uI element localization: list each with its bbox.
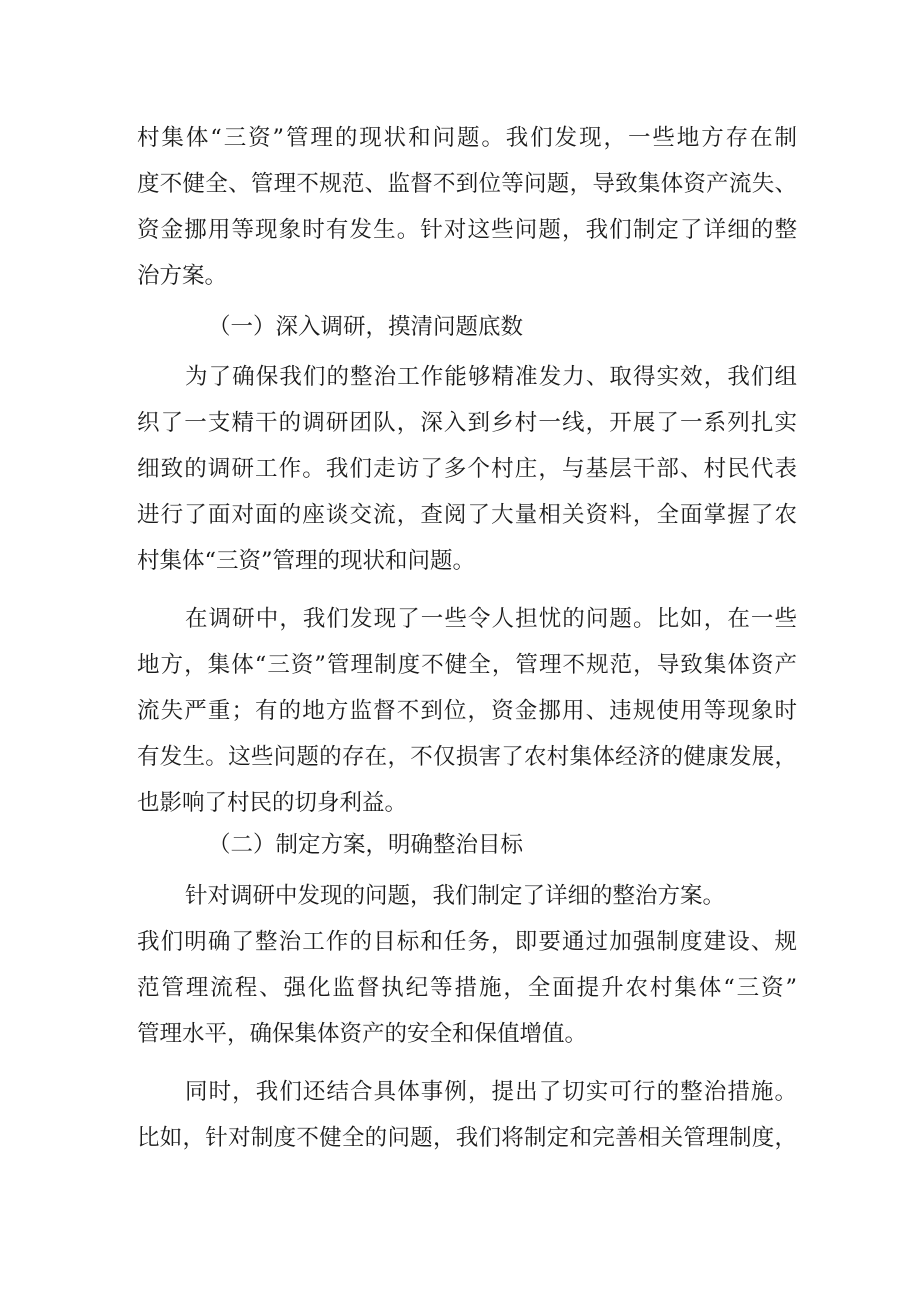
paragraph-line: 村集体“三资”管理的现状和问题。: [137, 548, 476, 574]
paragraph-line: 针对调研中发现的问题，我们制定了详细的整治方案。: [185, 883, 726, 909]
section-heading-2: （二）制定方案，明确整治目标: [208, 832, 524, 858]
paragraph-line: 进行了面对面的座谈交流，查阅了大量相关资料，全面掌握了农: [137, 502, 797, 528]
paragraph-line: 地方，集体“三资”管理制度不健全，管理不规范，导致集体资产: [137, 652, 797, 678]
paragraph-line: 村集体“三资”管理的现状和问题。我们发现，一些地方存在制: [137, 125, 797, 151]
paragraph-line: 有发生。这些问题的存在，不仅损害了农村集体经济的健康发展，: [137, 744, 797, 770]
paragraph-line: 度不健全、管理不规范、监督不到位等问题，导致集体资产流失、: [137, 171, 797, 197]
paragraph-line: 我们明确了整治工作的目标和任务，即要通过加强制度建设、规: [137, 929, 797, 955]
paragraph-line: 比如，针对制度不健全的问题，我们将制定和完善相关管理制度，: [137, 1125, 797, 1151]
paragraph-line: 织了一支精干的调研团队，深入到乡村一线，开展了一系列扎实: [137, 410, 797, 436]
paragraph-line: 细致的调研工作。我们走访了多个村庄，与基层干部、村民代表: [137, 456, 797, 482]
paragraph-line: 治方案。: [137, 263, 228, 289]
section-heading-1: （一）深入调研，摸清问题底数: [208, 314, 524, 340]
paragraph-line: 在调研中，我们发现了一些令人担忧的问题。比如，在一些: [185, 606, 797, 632]
paragraph-line: 资金挪用等现象时有发生。针对这些问题，我们制定了详细的整: [137, 217, 797, 243]
paragraph-line: 也影响了村民的切身利益。: [137, 790, 408, 816]
paragraph-line: 范管理流程、强化监督执纪等措施，全面提升农村集体“三资”: [137, 975, 797, 1001]
paragraph-line: 同时，我们还结合具体事例，提出了切实可行的整治措施。: [185, 1079, 797, 1105]
paragraph-line: 流失严重；有的地方监督不到位，资金挪用、违规使用等现象时: [137, 698, 797, 724]
paragraph-line: 管理水平，确保集体资产的安全和保值增值。: [137, 1021, 588, 1047]
paragraph-line: 为了确保我们的整治工作能够精准发力、取得实效，我们组: [185, 364, 797, 390]
